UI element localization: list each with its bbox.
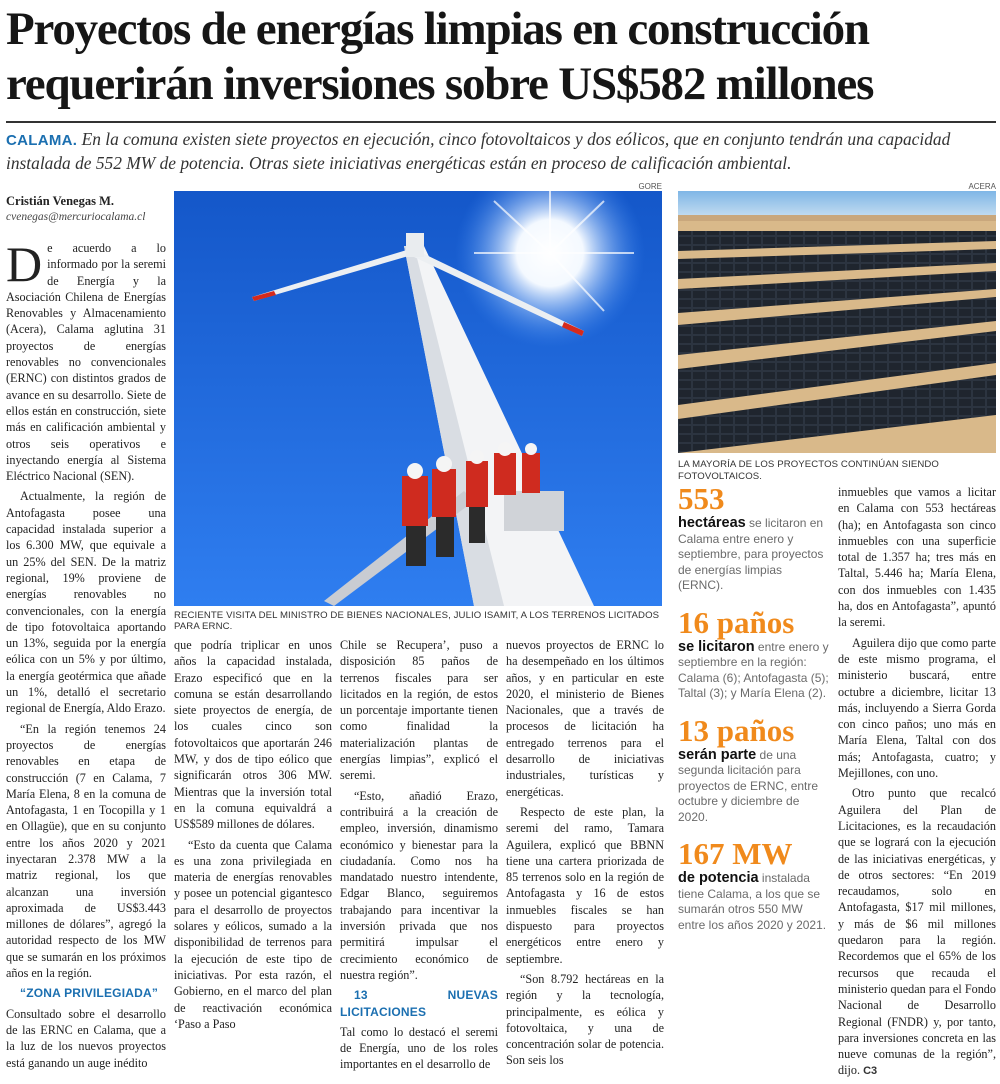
column-4 [506,637,664,1073]
solar-photo-caption: LA MAYORÍA DE LOS PROYECTOS CONTINÚAN SIENDO FOTOVOLTAICOS. [678,459,939,482]
end-mark: C3 [863,1065,878,1078]
col3-paragraph-2: “Esto, añadió Erazo, contribuirá a la creación de empleo, inversión, dinamismo económico y bienestar para la ciudadanía. Como nos ha mandatado nuestro intendente, Edgar Blanco, seguiremos trabajando para incentivar la inversión privada que nos permitirá impulsar el crecimiento económico de nuestra región”. [340,788,498,982]
col1-paragraph-3: “En la región tenemos 24 proyectos de energías renovables en etapa de construcción (7 en Calama, 7 María Elena, 8 en la comuna de Antofagasta, 1 en Tocopilla y 1 en Ollagüe), que en su conjunto entre los años 2020 y 2021 inyectaran 2.378 MW a la matriz regional, los que alcanzan una inversión aproximada de US$3.443 millones de dólares”, agregó la autoridad respecto de los MW que se sumarán en los próximos años en la región. [6,721,166,981]
headline-line-2: requerirán inversiones sobre US$582 millones [6,58,874,110]
col4-paragraph-1: nuevos proyectos de ERNC lo ha desempeñado en los últimos años, y en particular en este 2020, el ministerio de Bienes Nacionales, que a través de procesos de licitación ha entregado terrenos para el desarrollo de iniciativas industriales, turísticas y energéticas. [506,638,664,799]
headline [6,2,996,112]
headline-rule [6,121,996,123]
column-6 [838,484,996,1084]
turbine-photo-caption: RECIENTE VISITA DEL MINISTRO DE BIENES NACIONALES, JULIO ISAMIT, A LOS TERRENOS LICITADOS PARA ERNC. [174,610,660,632]
col4-paragraph-2: Respecto de este plan, la seremi del ramo, Tamara Aguilera, explicó que BBNN tiene una cartera priorizada de 85 terrenos solo en la región de Antofagasta y 16 de estos inmuebles fiscales se han dispuesto para proyectos energéticos entre enero y septiembre. [506,804,664,966]
column-3 [340,637,498,1077]
author-email[interactable]: cvenegas@mercuriocalama.cl [6,211,146,223]
stat-167-mw: 167 MW de potencia instalada tiene Calama, a los que se sumarán otros 550 MW entre los años 2020 y 2021. [678,836,827,932]
stat-13-panos: 13 paños serán parte de una segunda licitación para proyectos de ERNC, entre octubre y diciembre de 2020. [678,712,819,824]
col3-paragraph-1: Chile se Recupera’, puso a disposición 85 paños de terrenos fiscales para ser licitados en la región, de estos un porcentaje importante tienen como finalidad la materialización plantas de energías limpias”, explicó el seremi. [340,638,498,783]
stat-16-panos: 16 paños se licitaron entre enero y septiembre en la región: Calama (6); Antofagasta (5); Taltal (3); y María Elena (2). [678,604,829,700]
byline [6,193,166,225]
subhead-zona-privilegiada: “ZONA PRIVILEGIADA” [20,986,159,1001]
stat-553-hectareas: 553 hectáreas se licitaron en Calama entre enero y septiembre, para proyectos de energías limpias (ERNC). [678,481,824,592]
col6-paragraph-2: Aguilera dijo que como parte de este mismo programa, el ministerio buscará, entre octubre a diciembre, licitar 13 más, incluyendo a Sierra Gorda con cinco paños; uno más en María Elena, Taltal con dos más; Antofagasta, cuatro; y Mejillones, con uno. [838,635,996,781]
col6-paragraph-1: inmuebles que vamos a licitar en Calama con 553 hectáreas (ha); en Antofagasta son cinco inmuebles con una superficie total de 1.357 ha; tres más en Taltal, 5.446 ha; María Elena, con dos inmuebles con 1.435 ha, dos en Antofagasta”, apuntó la seremi. [838,485,996,630]
col1-paragraph-1: De acuerdo a lo informado por la seremi de Energía y la Asociación Chilena de Energías Renovables y Almacenamiento (Acera), Calama aglutina 31 proyectos de energías renovables no convencionales (ERNC) con distintos grados de avance en su desarrollo. Siete de ellos están en construcción, siete más en calificación ambiental y otros seis operativos e inyectando energía al Sistema Eléctrico Nacional (SEN). [6,236,166,484]
col2-paragraph-1: que podría triplicar en unos años la capacidad instalada, Erazo especificó que en la comuna se están desarrollando siete proyectos de energía, de los cuales cinco son fotovoltaicos que aportarán 246 MW, y dos de tipo eólico que significarán otros 306 MW. Mientras que la inversión total en la comuna equivaldrá a US$589 millones de dólares. [174,638,332,832]
lead-paragraph [6,128,996,175]
author-name: Cristián Venegas M. [6,194,114,208]
col1-paragraph-2: Actualmente, la región de Antofagasta posee una capacidad instalada superior a los 6.300 MW, que equivale a un 25% del SEN. De la matriz regional, 19% proviene de energías renovables no convencionales, con la energía de tipo fotovoltaica aportando un 13%, seguida por la energía eólica con un 5% y por último, la energía geotérmica que añade un 1%, detalló el secretario regional de Energía, Aldo Erazo. [6,489,166,716]
column-1 [6,236,166,1075]
headline-line-1: Proyectos de energías limpias en construcción [6,3,869,55]
wind-turbine-photo [174,191,662,606]
lead-kicker: CALAMA. [6,132,78,149]
col2-paragraph-2: “Esto da cuenta que Calama es una zona privilegiada en materia de energías renovables y posee un potencial gigantesco para el desarrollo de proyectos solares y eólicos, sumado a la disponibilidad de terrenos para la ejecución de este tipo de iniciativas. Por esta razón, el Gobierno, en el marco del plan de reactivación económica ‘Paso a Paso [174,837,332,1031]
drop-cap: D [6,236,43,292]
photo-credit-gore: GORE [638,182,662,191]
col1-paragraph-4: Consultado sobre el desarrollo de las ERNC en Calama, que a la luz de los nuevos proyectos está ganando un auge inédito [6,1006,166,1070]
column-2 [174,637,332,1036]
col4-paragraph-3: “Son 8.792 hectáreas en la región y la tecnología, principalmente, es eólica y fotovoltaica, y una de concentración solar de potencia. Son seis los [506,971,664,1068]
solar-panels-photo [678,191,996,453]
col6-paragraph-3: Otro punto que recalcó Aguilera del Plan de Licitaciones, es la recaudación que se logrará con la ejecución de las iniciativas energéticas, y de otros sectores: “En 2019 recaudamos, solo en Antofagasta, $17 mil millones, y más de $6 mil millones quedaron para la región. Recordemos que el 65% de los recursos que recauda el ministerio quedan para el Fondo Nacional de Desarrollo Regional (FNDR) y, por tanto, para inversiones concreta en las nueve comunas de la región”, dijo. C3 [838,786,996,1078]
stats-sidebar [678,482,830,945]
photo-credit-acera: ACERA [968,182,996,191]
lead-text: En la comuna existen siete proyectos en ejecución, cinco fotovoltaicos y dos eólicos, que en conjunto tendrán una capacidad instalada de 552 MW de potencia. Otras siete iniciativas energéticas están en proceso de calificación ambiental. [6,129,951,173]
col3-paragraph-3: Tal como lo destacó el seremi de Energía, uno de los roles importantes en el desarrollo de [340,1024,498,1072]
subhead-13-nuevas-licitaciones: 13 NUEVAS LICITACIONES [340,988,498,1019]
